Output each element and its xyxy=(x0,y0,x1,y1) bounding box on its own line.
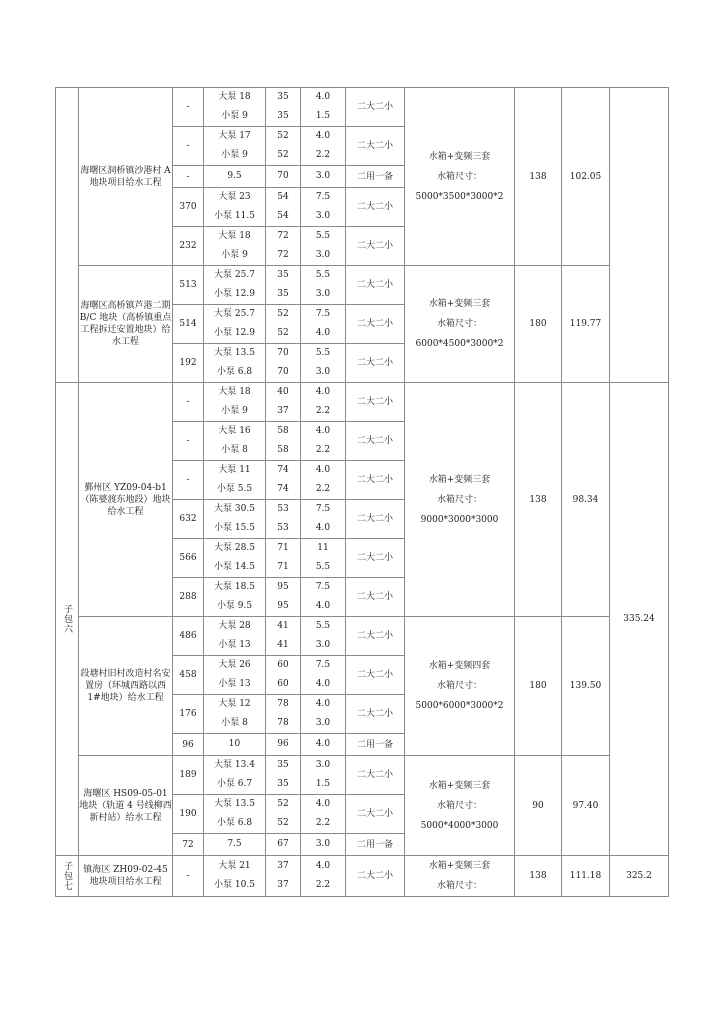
pump-flow-cell-line: 大泵 25.7 xyxy=(214,270,255,280)
power-cell xyxy=(301,266,346,305)
power-cell xyxy=(301,127,346,166)
config-cell: 二大二小 xyxy=(346,695,405,734)
pump-flow-cell xyxy=(204,383,266,422)
head-cell-line: 67 xyxy=(277,839,289,849)
power-cell-line: 2.2 xyxy=(315,445,331,455)
head-cell-line: 40 xyxy=(277,387,289,397)
area-cell: - xyxy=(173,383,204,422)
pump-flow-cell-line: 小泵 12.9 xyxy=(214,289,255,299)
project-name-cell: 海曙区高桥镇芦港二期 B/C 地块（高桥镇重点工程拆迁安置地块）给水工程 xyxy=(79,266,173,383)
power-cell xyxy=(301,734,346,756)
head-cell-line: 35 xyxy=(277,270,289,280)
pump-station-table xyxy=(55,87,669,897)
package-total-cell: 335.24 xyxy=(610,383,669,856)
power-cell xyxy=(301,617,346,656)
head-cell-line: 70 xyxy=(277,348,289,358)
head-cell xyxy=(266,500,301,539)
power-cell xyxy=(301,383,346,422)
power-cell-line: 2.2 xyxy=(315,406,331,416)
power-cell-line: 3.0 xyxy=(315,760,331,770)
config-cell: 二用一备 xyxy=(346,834,405,856)
area-cell: - xyxy=(173,166,204,188)
pump-flow-cell xyxy=(204,834,266,856)
pump-flow-cell-line: 大泵 23 xyxy=(218,192,251,202)
pump-flow-cell xyxy=(204,578,266,617)
config-cell: 二用一备 xyxy=(346,166,405,188)
pump-flow-cell-line: 小泵 9 xyxy=(221,150,248,160)
pump-flow-cell-line: 小泵 15.5 xyxy=(214,523,255,533)
area-cell: 189 xyxy=(173,756,204,795)
head-cell-line: 37 xyxy=(277,861,289,871)
config-cell: 二大二小 xyxy=(346,227,405,266)
head-cell xyxy=(266,344,301,383)
cost-cell: 119.77 xyxy=(562,266,610,383)
head-cell-line: 72 xyxy=(277,231,289,241)
pump-flow-cell-line: 小泵 8 xyxy=(221,718,248,728)
area-cell: 458 xyxy=(173,656,204,695)
head-cell-line: 71 xyxy=(277,543,289,553)
cost-cell: 139.50 xyxy=(562,617,610,756)
power-cell-line: 3.0 xyxy=(315,171,331,181)
area-cell: 288 xyxy=(173,578,204,617)
package-name-cell: 子包七 xyxy=(56,856,79,897)
power-cell-line: 2.2 xyxy=(315,150,331,160)
head-cell xyxy=(266,422,301,461)
pump-flow-cell xyxy=(204,344,266,383)
table-row xyxy=(56,856,669,897)
project-name-cell: 海曙区 HS09-05-01 地块（轨道 4 号线柳西新村站）给水工程 xyxy=(79,756,173,856)
head-cell xyxy=(266,695,301,734)
head-cell-line: 70 xyxy=(277,171,289,181)
power-cell-line: 3.0 xyxy=(315,250,331,260)
head-cell-line: 52 xyxy=(277,131,289,141)
tank-cell-line: 9000*3000*3000 xyxy=(420,514,499,525)
pump-flow-cell xyxy=(204,756,266,795)
config-cell: 二大二小 xyxy=(346,383,405,422)
config-cell: 二大二小 xyxy=(346,88,405,127)
head-cell-line: 35 xyxy=(277,289,289,299)
capacity-cell: 180 xyxy=(515,617,562,756)
head-cell xyxy=(266,795,301,834)
area-cell: 96 xyxy=(173,734,204,756)
config-cell: 二大二小 xyxy=(346,188,405,227)
config-cell: 二大二小 xyxy=(346,656,405,695)
capacity-cell: 90 xyxy=(515,756,562,856)
head-cell xyxy=(266,127,301,166)
power-cell-line: 4.0 xyxy=(315,799,331,809)
config-cell: 二大二小 xyxy=(346,266,405,305)
tank-cell-line: 水箱尺寸： xyxy=(436,319,482,329)
head-cell xyxy=(266,539,301,578)
tank-cell-line: 5000*6000*3000*2 xyxy=(415,701,504,711)
pump-flow-cell xyxy=(204,539,266,578)
power-cell-line: 3.0 xyxy=(315,839,331,849)
table-row xyxy=(56,266,669,305)
head-cell-line: 52 xyxy=(277,150,289,160)
power-cell xyxy=(301,344,346,383)
power-cell-line: 2.2 xyxy=(315,818,331,828)
head-cell-line: 74 xyxy=(277,484,289,494)
head-cell-line: 58 xyxy=(277,445,289,455)
power-cell-line: 5.5 xyxy=(315,231,331,241)
head-cell-line: 37 xyxy=(277,880,289,890)
config-cell: 二大二小 xyxy=(346,305,405,344)
power-cell xyxy=(301,88,346,127)
pump-flow-cell-line: 大泵 26 xyxy=(218,660,251,670)
pump-flow-cell-line: 小泵 13 xyxy=(218,679,251,689)
pump-flow-cell-line: 小泵 14.5 xyxy=(214,562,255,572)
power-cell-line: 7.5 xyxy=(315,660,331,670)
config-cell: 二大二小 xyxy=(346,756,405,795)
head-cell-line: 95 xyxy=(277,601,289,611)
head-cell xyxy=(266,756,301,795)
power-cell xyxy=(301,578,346,617)
power-cell xyxy=(301,166,346,188)
power-cell-line: 5.5 xyxy=(315,348,331,358)
area-cell: 176 xyxy=(173,695,204,734)
pump-flow-cell-line: 10 xyxy=(228,739,241,749)
power-cell-line: 4.0 xyxy=(315,387,331,397)
tank-cell-line: 水箱尺寸： xyxy=(436,800,482,811)
power-cell-line: 4.0 xyxy=(315,131,331,141)
head-cell xyxy=(266,656,301,695)
area-cell: 513 xyxy=(173,266,204,305)
pump-flow-cell-line: 大泵 13.4 xyxy=(214,760,255,770)
head-cell-line: 37 xyxy=(277,406,289,416)
area-cell: 72 xyxy=(173,834,204,856)
power-cell-line: 7.5 xyxy=(315,582,331,592)
power-cell xyxy=(301,539,346,578)
head-cell-line: 72 xyxy=(277,250,289,260)
tank-cell-line: 水箱+变频四套 xyxy=(428,661,491,671)
config-cell: 二大二小 xyxy=(346,422,405,461)
pump-flow-cell xyxy=(204,617,266,656)
tank-cell-line: 水箱尺寸： xyxy=(436,681,482,691)
config-cell: 二大二小 xyxy=(346,539,405,578)
pump-flow-cell-line: 小泵 9 xyxy=(221,111,248,121)
power-cell xyxy=(301,500,346,539)
head-cell-line: 41 xyxy=(277,640,289,650)
pump-flow-cell-line: 大泵 17 xyxy=(218,131,251,141)
area-cell: - xyxy=(173,127,204,166)
pump-flow-cell xyxy=(204,695,266,734)
tank-cell xyxy=(405,617,515,756)
power-cell-line: 4.0 xyxy=(315,699,331,709)
head-cell xyxy=(266,834,301,856)
power-cell-line: 4.0 xyxy=(315,679,331,689)
table-row xyxy=(56,617,669,656)
table-row xyxy=(56,88,669,127)
pump-flow-cell-line: 大泵 13.5 xyxy=(214,348,255,358)
config-cell: 二大二小 xyxy=(346,461,405,500)
package-name-cell: 子包六 xyxy=(56,383,79,856)
area-cell: 632 xyxy=(173,500,204,539)
head-cell xyxy=(266,461,301,500)
pump-flow-cell xyxy=(204,856,266,897)
pump-flow-cell-line: 小泵 9.5 xyxy=(216,601,253,611)
area-cell: - xyxy=(173,422,204,461)
power-cell-line: 5.5 xyxy=(315,562,331,572)
table-row xyxy=(56,756,669,795)
pump-flow-cell-line: 小泵 10.5 xyxy=(214,880,255,890)
config-cell: 二大二小 xyxy=(346,856,405,897)
power-cell-line: 4.0 xyxy=(315,92,331,102)
head-cell-line: 78 xyxy=(277,699,289,709)
pump-flow-cell xyxy=(204,188,266,227)
tank-cell-line: 5000*3500*3000*2 xyxy=(415,191,504,202)
capacity-cell: 138 xyxy=(515,88,562,266)
head-cell xyxy=(266,166,301,188)
tank-cell-line: 6000*4500*3000*2 xyxy=(415,339,504,349)
power-cell-line: 5.5 xyxy=(315,270,331,280)
area-cell: 370 xyxy=(173,188,204,227)
power-cell xyxy=(301,856,346,897)
power-cell-line: 4.0 xyxy=(315,523,331,533)
pump-flow-cell-line: 大泵 25.7 xyxy=(214,309,255,319)
head-cell-line: 35 xyxy=(277,92,289,102)
power-cell-line: 4.0 xyxy=(315,465,331,475)
pump-flow-cell-line: 大泵 16 xyxy=(218,426,251,436)
table-row xyxy=(56,383,669,422)
area-cell: 190 xyxy=(173,795,204,834)
head-cell-line: 54 xyxy=(277,211,289,221)
head-cell xyxy=(266,856,301,897)
package-total-cell: 325.2 xyxy=(610,856,669,897)
area-cell: - xyxy=(173,856,204,897)
tank-cell xyxy=(405,383,515,617)
head-cell-line: 53 xyxy=(277,504,289,514)
head-cell xyxy=(266,617,301,656)
pump-flow-cell xyxy=(204,127,266,166)
head-cell-line: 52 xyxy=(277,818,289,828)
head-cell-line: 60 xyxy=(277,679,289,689)
power-cell-line: 3.0 xyxy=(315,367,331,377)
head-cell xyxy=(266,188,301,227)
pump-flow-cell-line: 小泵 12.9 xyxy=(214,328,255,338)
power-cell-line: 4.0 xyxy=(315,739,331,749)
tank-cell-line: 水箱+变频三套 xyxy=(428,299,491,309)
cost-cell: 102.05 xyxy=(562,88,610,266)
tank-cell-line: 水箱尺寸： xyxy=(436,494,482,505)
capacity-cell: 138 xyxy=(515,383,562,617)
pump-flow-cell xyxy=(204,88,266,127)
head-cell xyxy=(266,88,301,127)
power-cell-line: 4.0 xyxy=(315,426,331,436)
area-cell: 514 xyxy=(173,305,204,344)
pump-flow-cell-line: 小泵 9 xyxy=(221,406,248,416)
tank-cell xyxy=(405,88,515,266)
config-cell: 二用一备 xyxy=(346,734,405,756)
power-cell xyxy=(301,834,346,856)
pump-flow-cell xyxy=(204,656,266,695)
power-cell-line: 3.0 xyxy=(315,289,331,299)
pump-flow-cell-line: 小泵 5.5 xyxy=(216,484,253,494)
pump-flow-cell-line: 大泵 11 xyxy=(218,465,251,475)
pump-flow-cell-line: 大泵 18 xyxy=(218,387,251,397)
head-cell xyxy=(266,734,301,756)
pump-flow-cell-line: 大泵 30.5 xyxy=(214,504,255,514)
power-cell-line: 2.2 xyxy=(315,880,331,890)
tank-cell-line: 水箱尺寸： xyxy=(436,881,482,891)
pump-flow-cell-line: 大泵 13.5 xyxy=(214,799,255,809)
head-cell xyxy=(266,578,301,617)
power-cell xyxy=(301,695,346,734)
tank-cell xyxy=(405,856,515,897)
pump-flow-cell-line: 大泵 18.5 xyxy=(214,582,255,592)
power-cell xyxy=(301,656,346,695)
tank-cell-line: 水箱尺寸： xyxy=(436,171,482,182)
tank-cell xyxy=(405,756,515,856)
pump-flow-cell-line: 小泵 8 xyxy=(221,445,248,455)
power-cell xyxy=(301,188,346,227)
pump-flow-cell-line: 9.5 xyxy=(227,171,242,181)
power-cell-line: 4.0 xyxy=(315,601,331,611)
pump-flow-cell-line: 大泵 12 xyxy=(218,699,251,709)
config-cell: 二大二小 xyxy=(346,578,405,617)
project-name-cell: 鄞州区 YZ09-04-b1（陈婆渡东地段）地块给水工程 xyxy=(79,383,173,617)
power-cell-line: 3.0 xyxy=(315,718,331,728)
area-cell: 232 xyxy=(173,227,204,266)
pump-flow-cell-line: 7.5 xyxy=(227,839,242,849)
pump-flow-cell-line: 大泵 18 xyxy=(218,231,251,241)
power-cell-line: 7.5 xyxy=(315,192,331,202)
power-cell xyxy=(301,305,346,344)
project-name-cell: 镇海区 ZH09-02-45 地块项目给水工程 xyxy=(79,856,173,897)
head-cell-line: 74 xyxy=(277,465,289,475)
head-cell-line: 95 xyxy=(277,582,289,592)
pump-flow-cell xyxy=(204,166,266,188)
pump-flow-cell-line: 大泵 28 xyxy=(218,621,251,631)
pump-flow-cell-line: 小泵 6.8 xyxy=(216,367,253,377)
pump-flow-cell-line: 小泵 13 xyxy=(218,640,251,650)
area-cell: 486 xyxy=(173,617,204,656)
pump-flow-cell-line: 大泵 18 xyxy=(218,92,251,102)
cost-cell: 111.18 xyxy=(562,856,610,897)
tank-cell-line: 水箱+变频三套 xyxy=(428,780,491,791)
pump-flow-cell-line: 大泵 21 xyxy=(218,861,251,871)
head-cell-line: 54 xyxy=(277,192,289,202)
power-cell-line: 3.0 xyxy=(315,640,331,650)
pump-flow-cell xyxy=(204,795,266,834)
capacity-cell: 138 xyxy=(515,856,562,897)
power-cell xyxy=(301,461,346,500)
power-cell-line: 5.5 xyxy=(315,621,331,631)
head-cell-line: 71 xyxy=(277,562,289,572)
tank-cell-line: 5000*4000*3000 xyxy=(420,820,499,831)
power-cell-line: 4.0 xyxy=(315,328,331,338)
cost-cell: 97.40 xyxy=(562,756,610,856)
head-cell-line: 35 xyxy=(277,111,289,121)
area-cell: 192 xyxy=(173,344,204,383)
config-cell: 二大二小 xyxy=(346,344,405,383)
power-cell-line: 2.2 xyxy=(315,484,331,494)
head-cell-line: 60 xyxy=(277,660,289,670)
pump-flow-cell xyxy=(204,422,266,461)
pump-flow-cell-line: 小泵 6.7 xyxy=(216,779,253,789)
power-cell-line: 7.5 xyxy=(315,309,331,319)
capacity-cell: 180 xyxy=(515,266,562,383)
head-cell xyxy=(266,227,301,266)
power-cell-line: 1.5 xyxy=(315,779,331,789)
head-cell-line: 52 xyxy=(277,309,289,319)
area-cell: - xyxy=(173,461,204,500)
package-name-cell xyxy=(56,88,79,383)
power-cell xyxy=(301,422,346,461)
head-cell-line: 53 xyxy=(277,523,289,533)
head-cell-line: 41 xyxy=(277,621,289,631)
tank-cell xyxy=(405,266,515,383)
pump-flow-cell xyxy=(204,461,266,500)
pump-flow-cell xyxy=(204,227,266,266)
power-cell-line: 3.0 xyxy=(315,211,331,221)
head-cell-line: 35 xyxy=(277,779,289,789)
power-cell-line: 7.5 xyxy=(315,504,331,514)
head-cell-line: 58 xyxy=(277,426,289,436)
head-cell xyxy=(266,305,301,344)
pump-flow-cell-line: 大泵 28.5 xyxy=(214,543,255,553)
project-name-cell: 段塘村旧村改造村名安置房（环城西路以西 1#地块）给水工程 xyxy=(79,617,173,756)
config-cell: 二大二小 xyxy=(346,127,405,166)
tank-cell-line: 水箱+变频三套 xyxy=(428,861,491,871)
power-cell xyxy=(301,795,346,834)
cost-cell: 98.34 xyxy=(562,383,610,617)
power-cell xyxy=(301,227,346,266)
area-cell: - xyxy=(173,88,204,127)
pump-flow-cell xyxy=(204,500,266,539)
power-cell-line: 11 xyxy=(317,543,329,553)
head-cell xyxy=(266,266,301,305)
pump-flow-cell-line: 小泵 11.5 xyxy=(214,211,255,221)
power-cell-line: 1.5 xyxy=(315,111,331,121)
power-cell-line: 4.0 xyxy=(315,861,331,871)
head-cell-line: 52 xyxy=(277,328,289,338)
head-cell-line: 35 xyxy=(277,760,289,770)
pump-flow-cell-line: 小泵 6.8 xyxy=(216,818,253,828)
area-cell: 566 xyxy=(173,539,204,578)
head-cell xyxy=(266,383,301,422)
head-cell-line: 96 xyxy=(277,739,289,749)
head-cell-line: 78 xyxy=(277,718,289,728)
project-name-cell: 海曙区洞桥镇沙港村 A 地块项目给水工程 xyxy=(79,88,173,266)
pump-flow-cell xyxy=(204,734,266,756)
tank-cell-line: 水箱+变频三套 xyxy=(428,151,491,162)
head-cell-line: 52 xyxy=(277,799,289,809)
package-total-cell xyxy=(610,88,669,383)
tank-cell-line: 水箱+变频三套 xyxy=(428,474,491,485)
head-cell-line: 70 xyxy=(277,367,289,377)
config-cell: 二大二小 xyxy=(346,500,405,539)
config-cell: 二大二小 xyxy=(346,795,405,834)
pump-flow-cell-line: 小泵 9 xyxy=(221,250,248,260)
pump-flow-cell xyxy=(204,305,266,344)
pump-flow-cell xyxy=(204,266,266,305)
config-cell: 二大二小 xyxy=(346,617,405,656)
power-cell xyxy=(301,756,346,795)
